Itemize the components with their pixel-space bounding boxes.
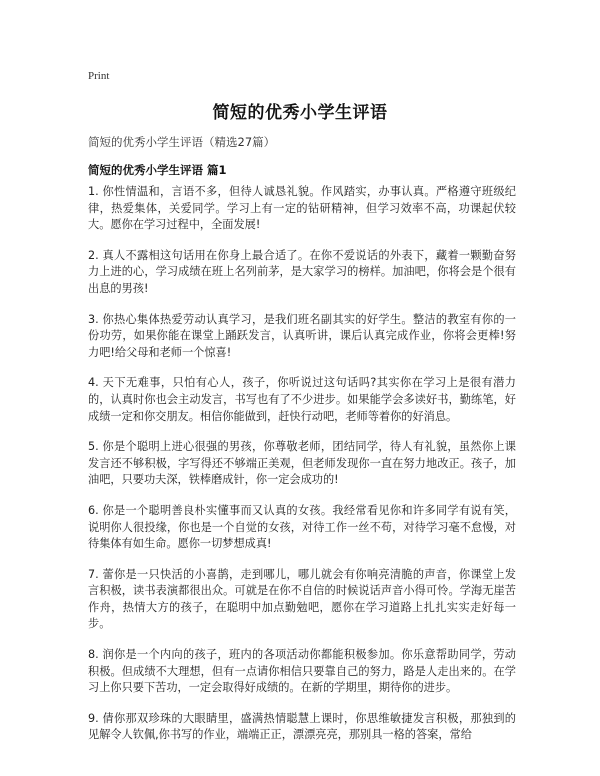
section-heading: 简短的优秀小学生评语 篇1 xyxy=(88,163,227,177)
print-link[interactable]: Print xyxy=(88,70,110,82)
comment-paragraph: 7. 蕾你是一只快活的小喜鹊，走到哪儿，哪儿就会有你响亮清脆的声音，你课堂上发言积极，读书表演都很出众。可就是在你不自信的时候说话声音小得可怜。学海无崖苦作舟，热情大方的孩子，在聪明中加点勤勉吧，愿你在学习道路上扎扎实实走好每一步。 xyxy=(88,567,516,631)
comment-paragraph: 5. 你是个聪明上进心很强的男孩，你尊敬老师，团结同学，待人有礼貌，虽然你上课发言还不够积极，字写得还不够端正美观，但老师发现你一直在努力地改正。孩子，加油吧，只要功夫深，铁棒磨成针，你一定会成功的! xyxy=(88,440,516,487)
comment-paragraph: 4. 天下无难事，只怕有心人，孩子，你听说过这句话吗?其实你在学习上是很有潜力的，认真时你也会主动发言，书写也有了不少进步。如果能学会多读好书，勤练笔，好成绩一定和你交朋友。相信你能做到，赶快行动吧，老师等着你的好消息。 xyxy=(88,376,516,423)
comment-paragraph: 3. 你热心集体热爱劳动认真学习，是我们班名副其实的好学生。整洁的教室有你的一份功劳，如果你能在课堂上踊跃发言，认真听讲，课后认真完成作业，你将会更棒!努力吧!给父母和老师一个惊喜! xyxy=(88,312,516,359)
comment-paragraph: 1. 你性情温和，言语不多，但待人诚恳礼貌。作风踏实，办事认真。严格遵守班级纪律，热爱集体，关爱同学。学习上有一定的钻研精神，但学习效率不高，功课起伏较大。愿你在学习过程中，全面发展! xyxy=(88,185,516,232)
document-subtitle: 简短的优秀小学生评语（精选27篇） xyxy=(88,135,276,149)
comment-paragraph: 9. 倩你那双珍珠的大眼睛里，盛满热情聪慧上课时，你思维敏捷发言积极，那独到的见解令人钦佩,你书写的作业，端端正正，漂漂亮亮，那别具一格的答案，常给 xyxy=(88,711,516,742)
comment-list xyxy=(88,184,516,758)
comment-paragraph: 6. 你是一个聪明善良朴实懂事而又认真的女孩。我经常看见你和许多同学有说有笑，说明你人很投缘，你也是一个自觉的女孩，对待工作一丝不苟，对待学习毫不怠慢，对待集体有如生命。愿你一切梦想成真! xyxy=(88,503,516,551)
comment-paragraph: 8. 润你是一个内向的孩子，班内的各项活动你都能积极参加。你乐意帮助同学，劳动积极。但成绩不大理想，但有一点请你相信只要靠自己的努力，路是人走出来的。在学习上你只要下苦功，一定会取得好成绩的。在新的学期里，期待你的进步。 xyxy=(88,648,516,695)
comment-paragraph: 2. 真人不露相这句话用在你身上最合适了。在你不爱说话的外表下，藏着一颗勤奋努力上进的心，学习成绩在班上名列前茅，是大家学习的榜样。加油吧，你将会是个很有出息的男孩! xyxy=(88,248,516,295)
page-title: 简短的优秀小学生评语 xyxy=(212,103,388,123)
